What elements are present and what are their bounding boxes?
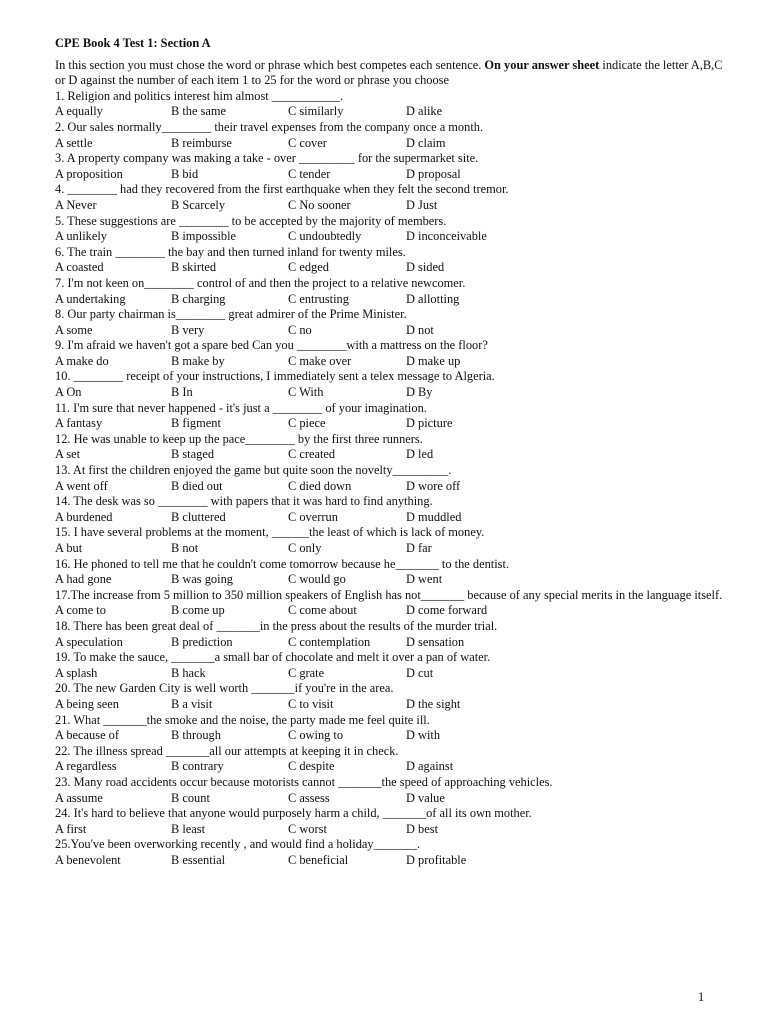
question-text: 21. What _______the smoke and the noise, the party made me feel quite ill. — [55, 712, 430, 727]
option-a: A equally — [55, 104, 103, 119]
option-c: C entrusting — [288, 291, 349, 306]
option-c: C piece — [288, 416, 326, 431]
option-c: C tender — [288, 166, 331, 181]
instructions-bold-text: On your answer sheet — [484, 57, 600, 72]
answer-options — [55, 697, 723, 713]
answer-options — [55, 791, 723, 807]
option-a: A being seen — [55, 696, 120, 711]
instructions-text-end: indicate the letter A,B,C or D against the number of each item 1 to 25 for the word or phrase you choose — [55, 57, 723, 88]
answer-options — [55, 104, 723, 120]
question-item — [55, 276, 723, 307]
question-item — [55, 338, 723, 369]
answer-options — [55, 167, 723, 183]
question-list — [55, 89, 723, 869]
option-c: C No sooner — [288, 197, 351, 212]
option-a: A unlikely — [55, 229, 107, 244]
question-item — [55, 151, 723, 182]
option-d: D alike — [406, 104, 443, 119]
option-a: A settle — [55, 135, 93, 150]
option-d: D come forward — [406, 603, 488, 618]
instructions-text-start: In this section you must chose the word or phrase which best competes each sentence. — [55, 57, 485, 72]
option-a: A splash — [55, 665, 98, 680]
option-b: B died out — [171, 478, 223, 493]
option-a: A benevolent — [55, 852, 121, 867]
answer-options — [55, 603, 723, 619]
question-text: 12. He was unable to keep up the pace________ by the first three runners. — [55, 431, 423, 446]
question-text: 13. At first the children enjoyed the game but quite soon the novelty_________. — [55, 463, 452, 478]
option-b: B contrary — [171, 759, 224, 774]
answer-options — [55, 136, 723, 152]
option-d: D allotting — [406, 291, 460, 306]
option-a: A but — [55, 541, 83, 555]
option-d: D claim — [406, 135, 446, 150]
option-a: A come to — [55, 603, 106, 618]
question-text: 11. I'm sure that never happened - it's just a ________ of your imagination. — [55, 400, 427, 415]
option-a: A went off — [55, 478, 108, 493]
option-c: C overrun — [288, 509, 338, 524]
option-d: D went — [406, 572, 443, 587]
question-item — [55, 650, 723, 681]
question-item — [55, 681, 723, 712]
answer-options — [55, 853, 723, 869]
option-d: D profitable — [406, 852, 467, 867]
option-d: D picture — [406, 416, 453, 431]
question-item — [55, 837, 723, 868]
option-a: A some — [55, 322, 93, 337]
document-content — [55, 36, 723, 868]
option-c: C With — [288, 385, 324, 400]
question-item — [55, 494, 723, 525]
option-c: C edged — [288, 260, 329, 275]
question-text: 19. To make the sauce, _______a small bar of chocolate and melt it over a pan of water. — [55, 650, 491, 665]
option-c: C no — [288, 322, 312, 337]
option-c: C similarly — [288, 104, 344, 119]
question-text: 5. These suggestions are ________ to be accepted by the majority of members. — [55, 213, 447, 228]
option-b: B charging — [171, 291, 226, 306]
option-b: B least — [171, 821, 206, 836]
answer-options — [55, 635, 723, 651]
option-c: C worst — [288, 821, 327, 836]
option-b: B figment — [171, 416, 221, 431]
question-item — [55, 307, 723, 338]
option-c: C beneficial — [288, 852, 349, 867]
option-d: D led — [406, 447, 434, 462]
question-text: 15. I have several problems at the moment, ______the least of which is lack of money. — [55, 525, 485, 540]
question-text: 7. I'm not keen on________ control of and then the project to a relative newcomer. — [55, 275, 466, 290]
option-b: B hack — [171, 665, 206, 680]
option-b: B make by — [171, 353, 225, 368]
option-b: B was going — [171, 572, 233, 587]
option-a: A set — [55, 447, 81, 462]
question-text: 1. Religion and politics interest him almost ___________. — [55, 88, 344, 103]
option-b: B very — [171, 322, 205, 337]
option-d: D value — [406, 790, 445, 805]
option-d: D the sight — [406, 696, 461, 711]
question-item — [55, 744, 723, 775]
option-b: B through — [171, 728, 221, 743]
option-a: A proposition — [55, 166, 123, 181]
option-c: C cover — [288, 135, 327, 150]
question-text: 3. A property company was making a take - over _________ for the supermarket site. — [55, 151, 479, 166]
document-title: CPE Book 4 Test 1: Section A — [55, 36, 211, 50]
option-a: A undertaking — [55, 291, 126, 306]
answer-options — [55, 447, 723, 463]
option-b: B cluttered — [171, 509, 226, 524]
question-text: 22. The illness spread _______all our attempts at keeping it in check. — [55, 743, 399, 758]
answer-options — [55, 354, 723, 370]
answer-options — [55, 822, 723, 838]
option-d: D against — [406, 759, 454, 774]
option-b: B staged — [171, 447, 215, 462]
question-item — [55, 120, 723, 151]
option-a: A burdened — [55, 509, 113, 524]
option-d: D sensation — [406, 634, 465, 649]
option-a: A make do — [55, 353, 109, 368]
option-b: B essential — [171, 852, 226, 867]
question-text: 14. The desk was so ________ with papers that it was hard to find anything. — [55, 494, 433, 509]
option-b: B a visit — [171, 696, 213, 711]
option-b: B Scarcely — [171, 197, 226, 212]
option-b: B reimburse — [171, 135, 232, 150]
instructions-paragraph — [55, 58, 723, 89]
question-text: 6. The train ________ the bay and then turned inland for twenty miles. — [55, 244, 406, 259]
option-b: B the same — [171, 104, 227, 119]
option-c: C owing to — [288, 728, 344, 743]
question-text: 8. Our party chairman is________ great admirer of the Prime Minister. — [55, 307, 407, 322]
option-b: B impossible — [171, 229, 237, 244]
question-item — [55, 525, 723, 556]
question-text: 9. I'm afraid we haven't got a spare bed Can you ________with a mattress on the floor? — [55, 338, 488, 353]
option-c: C to visit — [288, 696, 334, 711]
option-d: D make up — [406, 353, 461, 368]
option-d: D far — [406, 541, 432, 555]
option-c: C despite — [288, 759, 335, 774]
answer-options — [55, 541, 723, 557]
option-d: D with — [406, 728, 441, 743]
question-text: 18. There has been great deal of _______in the press about the results of the murder trial. — [55, 618, 498, 633]
answer-options — [55, 198, 723, 214]
answer-options — [55, 728, 723, 744]
option-b: B skirted — [171, 260, 217, 275]
answer-options — [55, 385, 723, 401]
option-b: B bid — [171, 166, 199, 181]
question-item — [55, 369, 723, 400]
question-text: 23. Many road accidents occur because motorists cannot _______the speed of approaching vehicles. — [55, 774, 553, 789]
page-number: 1 — [698, 990, 705, 1004]
option-c: C would go — [288, 572, 346, 587]
answer-options — [55, 229, 723, 245]
option-a: A Never — [55, 197, 97, 212]
option-d: D By — [406, 385, 433, 400]
question-item — [55, 713, 723, 744]
question-text: 24. It's hard to believe that anyone would purposely harm a child, _______of all its own mother. — [55, 806, 532, 821]
option-c: C assess — [288, 790, 330, 805]
question-text: 16. He phoned to tell me that he couldn't come tomorrow because he_______ to the dentist. — [55, 556, 510, 571]
option-b: B not — [171, 541, 199, 555]
question-text: 20. The new Garden City is well worth _______if you're in the area. — [55, 681, 394, 696]
question-item — [55, 89, 723, 120]
option-d: D Just — [406, 197, 438, 212]
question-text: 4. ________ had they recovered from the first earthquake when they felt the second tremor. — [55, 182, 509, 197]
option-a: A coasted — [55, 260, 104, 275]
option-d: D best — [406, 821, 439, 836]
answer-options — [55, 292, 723, 308]
option-c: C grate — [288, 665, 325, 680]
question-item — [55, 401, 723, 432]
question-item — [55, 182, 723, 213]
answer-options — [55, 323, 723, 339]
answer-options — [55, 479, 723, 495]
question-item — [55, 245, 723, 276]
question-item — [55, 432, 723, 463]
option-d: D muddled — [406, 509, 462, 524]
option-d: D inconceivable — [406, 229, 487, 244]
answer-options — [55, 260, 723, 276]
option-a: A first — [55, 821, 87, 836]
question-text: 10. ________ receipt of your instructions, I immediately sent a telex message to Algeria. — [55, 369, 495, 384]
option-c: C undoubtedly — [288, 229, 362, 244]
question-item — [55, 557, 723, 588]
option-d: D proposal — [406, 166, 461, 181]
option-c: C died down — [288, 478, 352, 493]
option-c: C come about — [288, 603, 357, 618]
option-a: A because of — [55, 728, 119, 743]
option-a: A assume — [55, 790, 103, 805]
option-d: D wore off — [406, 478, 461, 493]
option-d: D sided — [406, 260, 445, 275]
question-item — [55, 806, 723, 837]
option-c: C contemplation — [288, 634, 371, 649]
question-text: 2. Our sales normally________ their travel expenses from the company once a month. — [55, 119, 484, 134]
option-b: B prediction — [171, 634, 233, 649]
question-item — [55, 588, 723, 619]
option-c: C make over — [288, 353, 352, 368]
question-item — [55, 214, 723, 245]
question-item — [55, 463, 723, 494]
answer-options — [55, 572, 723, 588]
option-a: A On — [55, 385, 82, 400]
option-b: B come up — [171, 603, 225, 618]
option-a: A regardless — [55, 759, 117, 774]
question-item — [55, 775, 723, 806]
question-text: 25.You've been overworking recently , and would find a holiday_______. — [55, 837, 421, 852]
option-c: C only — [288, 541, 322, 555]
question-item — [55, 619, 723, 650]
option-a: A speculation — [55, 634, 123, 649]
option-d: D not — [406, 322, 434, 337]
answer-options — [55, 510, 723, 526]
option-c: C created — [288, 447, 336, 462]
answer-options — [55, 759, 723, 775]
question-text: 17.The increase from 5 million to 350 million speakers of English has not_______ because of any special merits in the language itself. — [55, 587, 723, 602]
option-a: A had gone — [55, 572, 112, 587]
answer-options — [55, 666, 723, 682]
option-b: B count — [171, 790, 210, 805]
option-b: B In — [171, 385, 193, 400]
answer-options — [55, 416, 723, 432]
option-d: D cut — [406, 665, 434, 680]
option-a: A fantasy — [55, 416, 103, 431]
